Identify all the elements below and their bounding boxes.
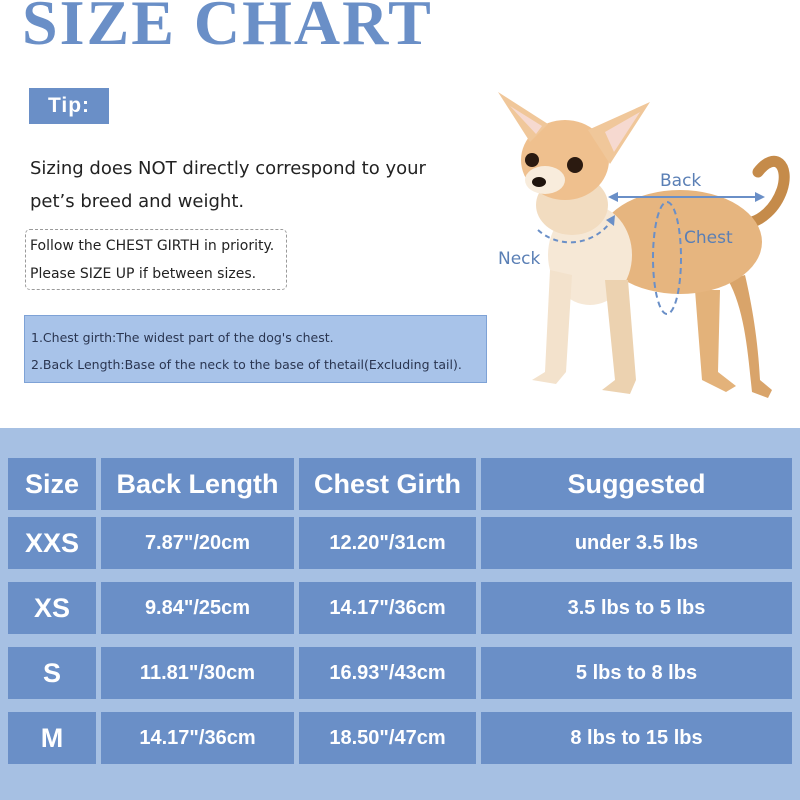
back-label: Back (660, 171, 702, 191)
row-xxs-suggested: under 3.5 lbs (481, 517, 792, 569)
neck-label: Neck (498, 249, 541, 269)
dog-eye-right (567, 157, 583, 173)
header-chest-girth: Chest Girth (299, 458, 476, 510)
row-m-suggested: 8 lbs to 15 lbs (481, 712, 792, 764)
note-line-2: Please SIZE UP if between sizes. (30, 266, 257, 282)
row-m-chest: 18.50"/47cm (299, 712, 476, 764)
intro-line-1: Sizing does NOT directly correspond to your (30, 158, 426, 179)
header-back-length: Back Length (101, 458, 294, 510)
page-title: SIZE CHART (22, 0, 433, 58)
row-s-size: S (8, 647, 96, 699)
header-size: Size (8, 458, 96, 510)
dog-illustration (490, 80, 800, 415)
row-m-back: 14.17"/36cm (101, 712, 294, 764)
dog-front-leg (532, 270, 572, 384)
notes-box (25, 229, 287, 290)
size-table (0, 428, 800, 800)
intro-line-2: pet’s breed and weight. (30, 191, 245, 212)
row-xs-back: 9.84"/25cm (101, 582, 294, 634)
definitions-box (24, 315, 487, 383)
tip-badge: Tip: (29, 88, 109, 124)
row-xxs-size: XXS (8, 517, 96, 569)
row-xs-suggested: 3.5 lbs to 5 lbs (481, 582, 792, 634)
dog-measurement-diagram (490, 80, 800, 415)
definition-back: 2.Back Length:Base of the neck to the base of thetail(Excluding tail). (31, 357, 462, 372)
row-xs-chest: 14.17"/36cm (299, 582, 476, 634)
row-s-back: 11.81"/30cm (101, 647, 294, 699)
definition-chest: 1.Chest girth:The widest part of the dog's chest. (31, 330, 334, 345)
dog-eye-left (525, 153, 539, 167)
dog-back-leg-2 (728, 275, 772, 398)
dog-front-leg-2 (602, 280, 636, 394)
header-suggested: Suggested (481, 458, 792, 510)
note-line-1: Follow the CHEST GIRTH in priority. (30, 238, 275, 254)
dog-tail (752, 161, 784, 222)
row-m-size: M (8, 712, 96, 764)
row-xxs-chest: 12.20"/31cm (299, 517, 476, 569)
chest-label: Chest (684, 228, 733, 248)
row-s-suggested: 5 lbs to 8 lbs (481, 647, 792, 699)
back-arrow-right (755, 192, 765, 202)
row-xxs-back: 7.87"/20cm (101, 517, 294, 569)
back-arrow-left (608, 192, 618, 202)
row-xs-size: XS (8, 582, 96, 634)
dog-nose (532, 177, 546, 187)
row-s-chest: 16.93"/43cm (299, 647, 476, 699)
intro-text (30, 152, 430, 218)
dog-back-leg (695, 290, 736, 392)
